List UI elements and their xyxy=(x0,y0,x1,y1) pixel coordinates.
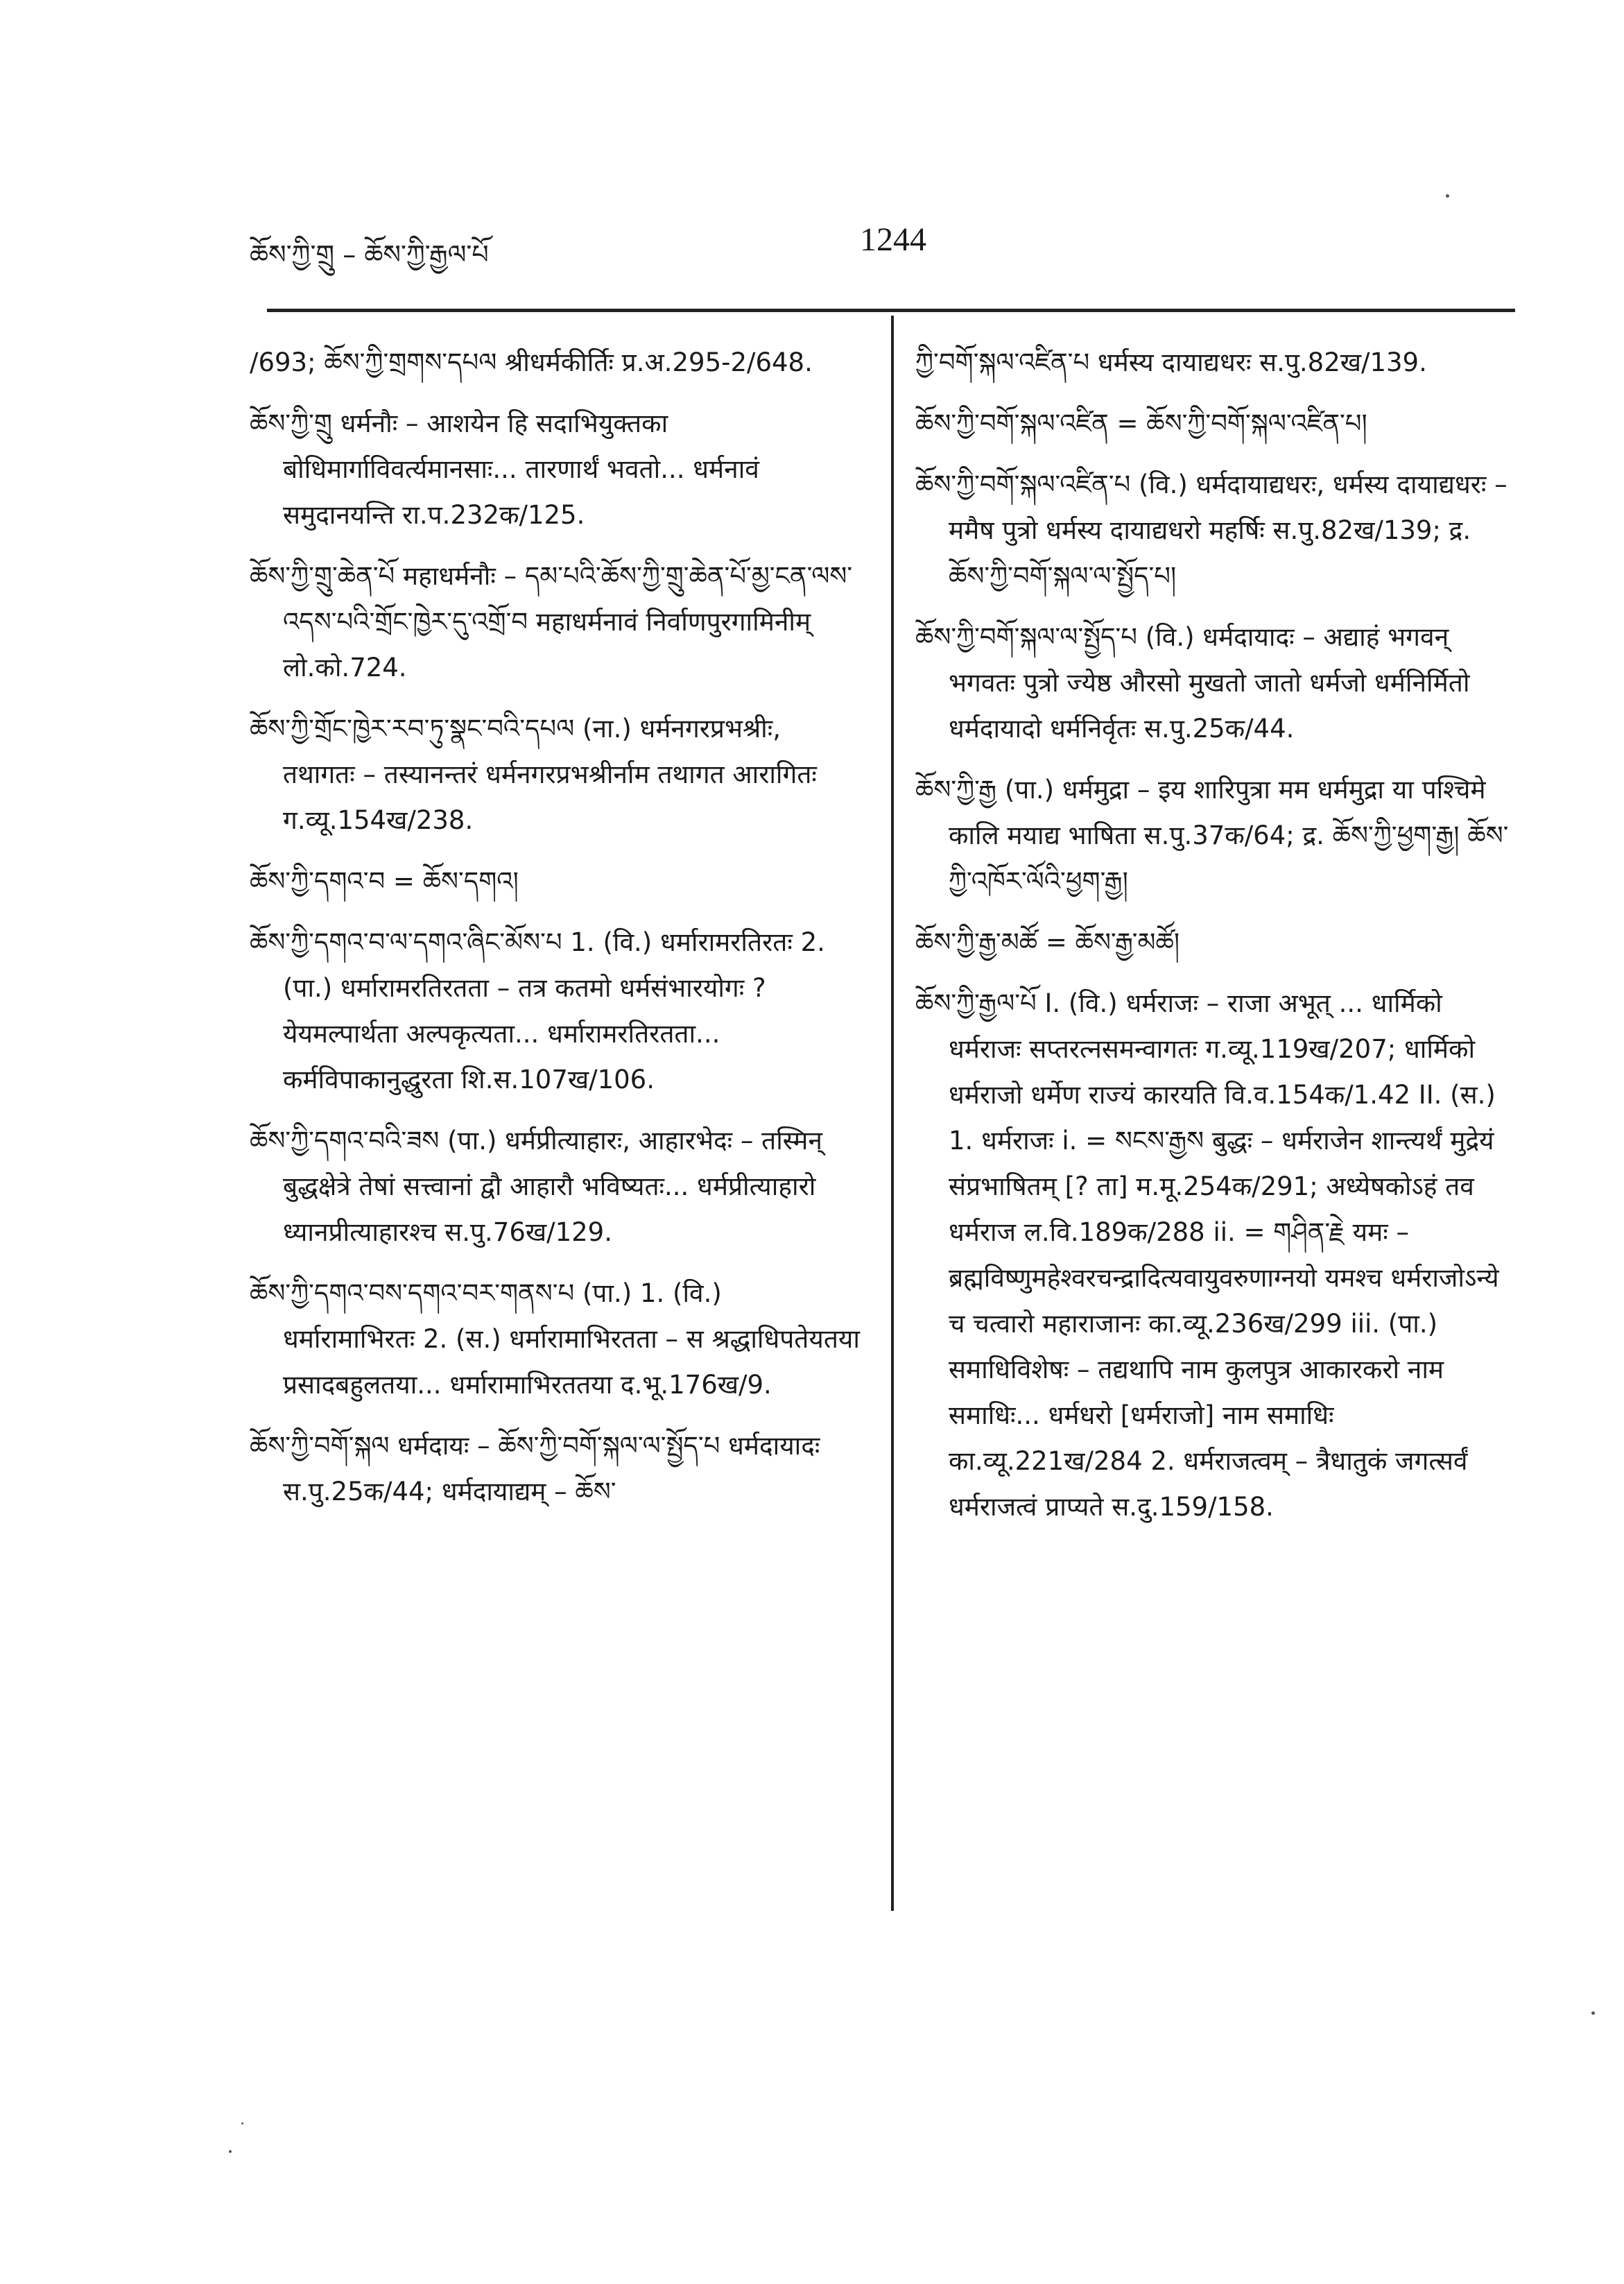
dictionary-entry: ཆོས་ཀྱི་རྒྱ་མཚོ = ཆོས་རྒྱ་མཚོ། xyxy=(915,927,1180,957)
scan-speck xyxy=(229,2150,232,2153)
dictionary-entry: ཆོས་ཀྱི་གྲུ धर्मनौः – आशयेन हि सदाभियुक्तका बोधिमार्गाविवर्त्यमानसाः... तारणार्थं भवतो... धर्मनावं समुदानयन्ति रा.प.232क/125. xyxy=(250,409,759,530)
dictionary-entry: /693; ཆོས་ཀྱི་གྲགས་དཔལ श्रीधर्मकीर्तिः प्र.अ.295-2/648. xyxy=(250,347,813,377)
dictionary-entry: ཆོས་ཀྱི་བགོ་སྐལ་འཛིན = ཆོས་ཀྱི་བགོ་སྐལ་འཛིན་པ། xyxy=(915,409,1367,438)
page-number: 1244 xyxy=(860,221,926,258)
dictionary-entry: ཀྱི་བགོ་སྐལ་འཛིན་པ धर्मस्य दायाद्यधरः स.पु.82ख/139. xyxy=(915,347,1427,377)
dictionary-entry: ཆོས་ཀྱི་དགའ་བ་ལ་དགའ་ཞིང་མོས་པ 1. (वि.) धर्मारामरतिरतः 2. (पा.) धर्मारामरतिरतता – तत्र कतमो धर्मसंभारयोगः ? येयमल्पार्थता अल्पकृत्यता... धर्मारामरतिरतता... कर्मविपाकानुद्धुरता शि.स.107ख/106. xyxy=(250,927,825,1094)
scan-speck xyxy=(241,2122,243,2124)
dictionary-entry: ཆོས་ཀྱི་དགའ་བའི་ཟས (पा.) धर्मप्रीत्याहारः, आहारभेदः – तस्मिन् बुद्धक्षेत्रे तेषां सत्त्वानां द्वौ आहारौ भविष्यतः... धर्मप्रीत्याहारो ध्यानप्रीत्याहारश्च स.पु.76ख/129. xyxy=(250,1126,822,1247)
scan-speck xyxy=(1591,2011,1595,2015)
dictionary-entry: ཆོས་ཀྱི་གྲུ་ཆེན་པོ महाधर्मनौः – དམ་པའི་ཆོས་ཀྱི་གྲུ་ཆེན་པོ་མྱ་ངན་ལས་འདས་པའི་གྲོང་ཁྱེར་དུ་འགྲོ་བ महाधर्मनावं निर्वाणपुरगामिनीम् लो.को.724. xyxy=(250,561,853,682)
running-head: ཆོས་ཀྱི་གྲུ – ཆོས་ཀྱི་རྒྱལ་པོ xyxy=(250,239,489,270)
dictionary-entry: ཆོས་ཀྱི་དགའ་བས་དགའ་བར་གནས་པ (पा.) 1. (वि.) धर्मारामाभिरतः 2. (स.) धर्मारामाभिरतता – स श्रद्धाधिपतेयतया प्रसादबहुलतया... धर्मारामाभिरततया द.भू.176ख/9. xyxy=(250,1278,860,1400)
column-divider xyxy=(891,316,894,1911)
dictionary-entry: ཆོས་ཀྱི་བགོ་སྐལ་འཛིན་པ (वि.) धर्मदायाद्यधरः, धर्मस्य दायाद्यधरः – ममैष पुत्रो धर्मस्य दायाद्यधरो महर्षिः स.पु.82ख/139; द्र. ཆོས་ཀྱི་བགོ་སྐལ་ལ་སྤྱོད་པ། xyxy=(915,470,1508,591)
right-column xyxy=(915,340,1519,1545)
dictionary-entry: ཆོས་ཀྱི་བགོ་སྐལ धर्मदायः – ཆོས་ཀྱི་བགོ་སྐལ་ལ་སྤྱོད་པ धर्मदायादः स.पु.25क/44; धर्मदायाद्यम् – ཆོས་ xyxy=(250,1431,820,1506)
dictionary-entry: ཆོས་ཀྱི་རྒྱལ་པོ I. (वि.) धर्मराजः – राजा अभूत् ... धार्मिको धर्मराजः सप्तरत्नसमन्वागतः ग.व्यू.119ख/207; धार्मिको धर्मराजो धर्मेण राज्यं कारयति वि.व.154क/1.42 II. (स.) 1. धर्मराजः i. = སངས་རྒྱས बुद्धः – धर्मराजेन शान्त्यर्थं मुद्रेयं संप्रभाषितम् [? ता] म.मू.254क/291; अध्येषकोऽहं तव धर्मराज ल.वि.189क/288 ii. = གཤིན་རྗེ यमः – ब्रह्मविष्णुमहेश्वरचन्द्रादित्यवायुवरुणाग्नयो यमश्च धर्मराजोऽन्ये च चत्वारो महाराजानः का.व्यू.236ख/299 iii. (पा.) समाधिविशेषः – तद्यथापि नाम कुलपुत्र आकारकरो नाम समाधिः... धर्मधरो [धर्मराजो] नाम समाधिः का.व्यू.221ख/284 2. धर्मराजत्वम् – त्रैधातुकं जगत्सर्वं धर्मराजत्वं प्राप्यते स.दु.159/158. xyxy=(915,988,1499,1522)
header-rule xyxy=(267,309,1515,312)
dictionary-entry: ཆོས་ཀྱི་དགའ་བ = ཆོས་དགའ། xyxy=(250,866,519,896)
dictionary-entry: ཆོས་ཀྱི་གྲོང་ཁྱེར་རབ་ཏུ་སྣང་བའི་དཔལ (ना.) धर्मनगरप्रभश्रीः, तथागतः – तस्यानन्तरं धर्मनगरप्रभश्रीर्नाम तथागत आरागितः ग.व्यू.154ख/238. xyxy=(250,714,817,835)
scan-speck xyxy=(1446,194,1449,198)
left-column xyxy=(250,340,860,1530)
dictionary-entry: ཆོས་ཀྱི་རྒྱ (पा.) धर्ममुद्रा – इय शारिपुत्रा मम धर्ममुद्रा या पश्चिमे कालि मयाद्य भाषिता स.पु.37क/64; द्र. ཆོས་ཀྱི་ཕྱག་རྒྱ། ཆོས་ཀྱི་འཁོར་ལོའི་ཕྱག་རྒྱ། xyxy=(915,775,1509,896)
dictionary-entry: ཆོས་ཀྱི་བགོ་སྐལ་ལ་སྤྱོད་པ (वि.) धर्मदायादः – अद्याहं भगवन् भगवतः पुत्रो ज्येष्ठ औरसो मुखतो जातो धर्मजो धर्मनिर्मितो धर्मदायादो धर्मनिर्वृतः स.पु.25क/44. xyxy=(915,622,1470,744)
